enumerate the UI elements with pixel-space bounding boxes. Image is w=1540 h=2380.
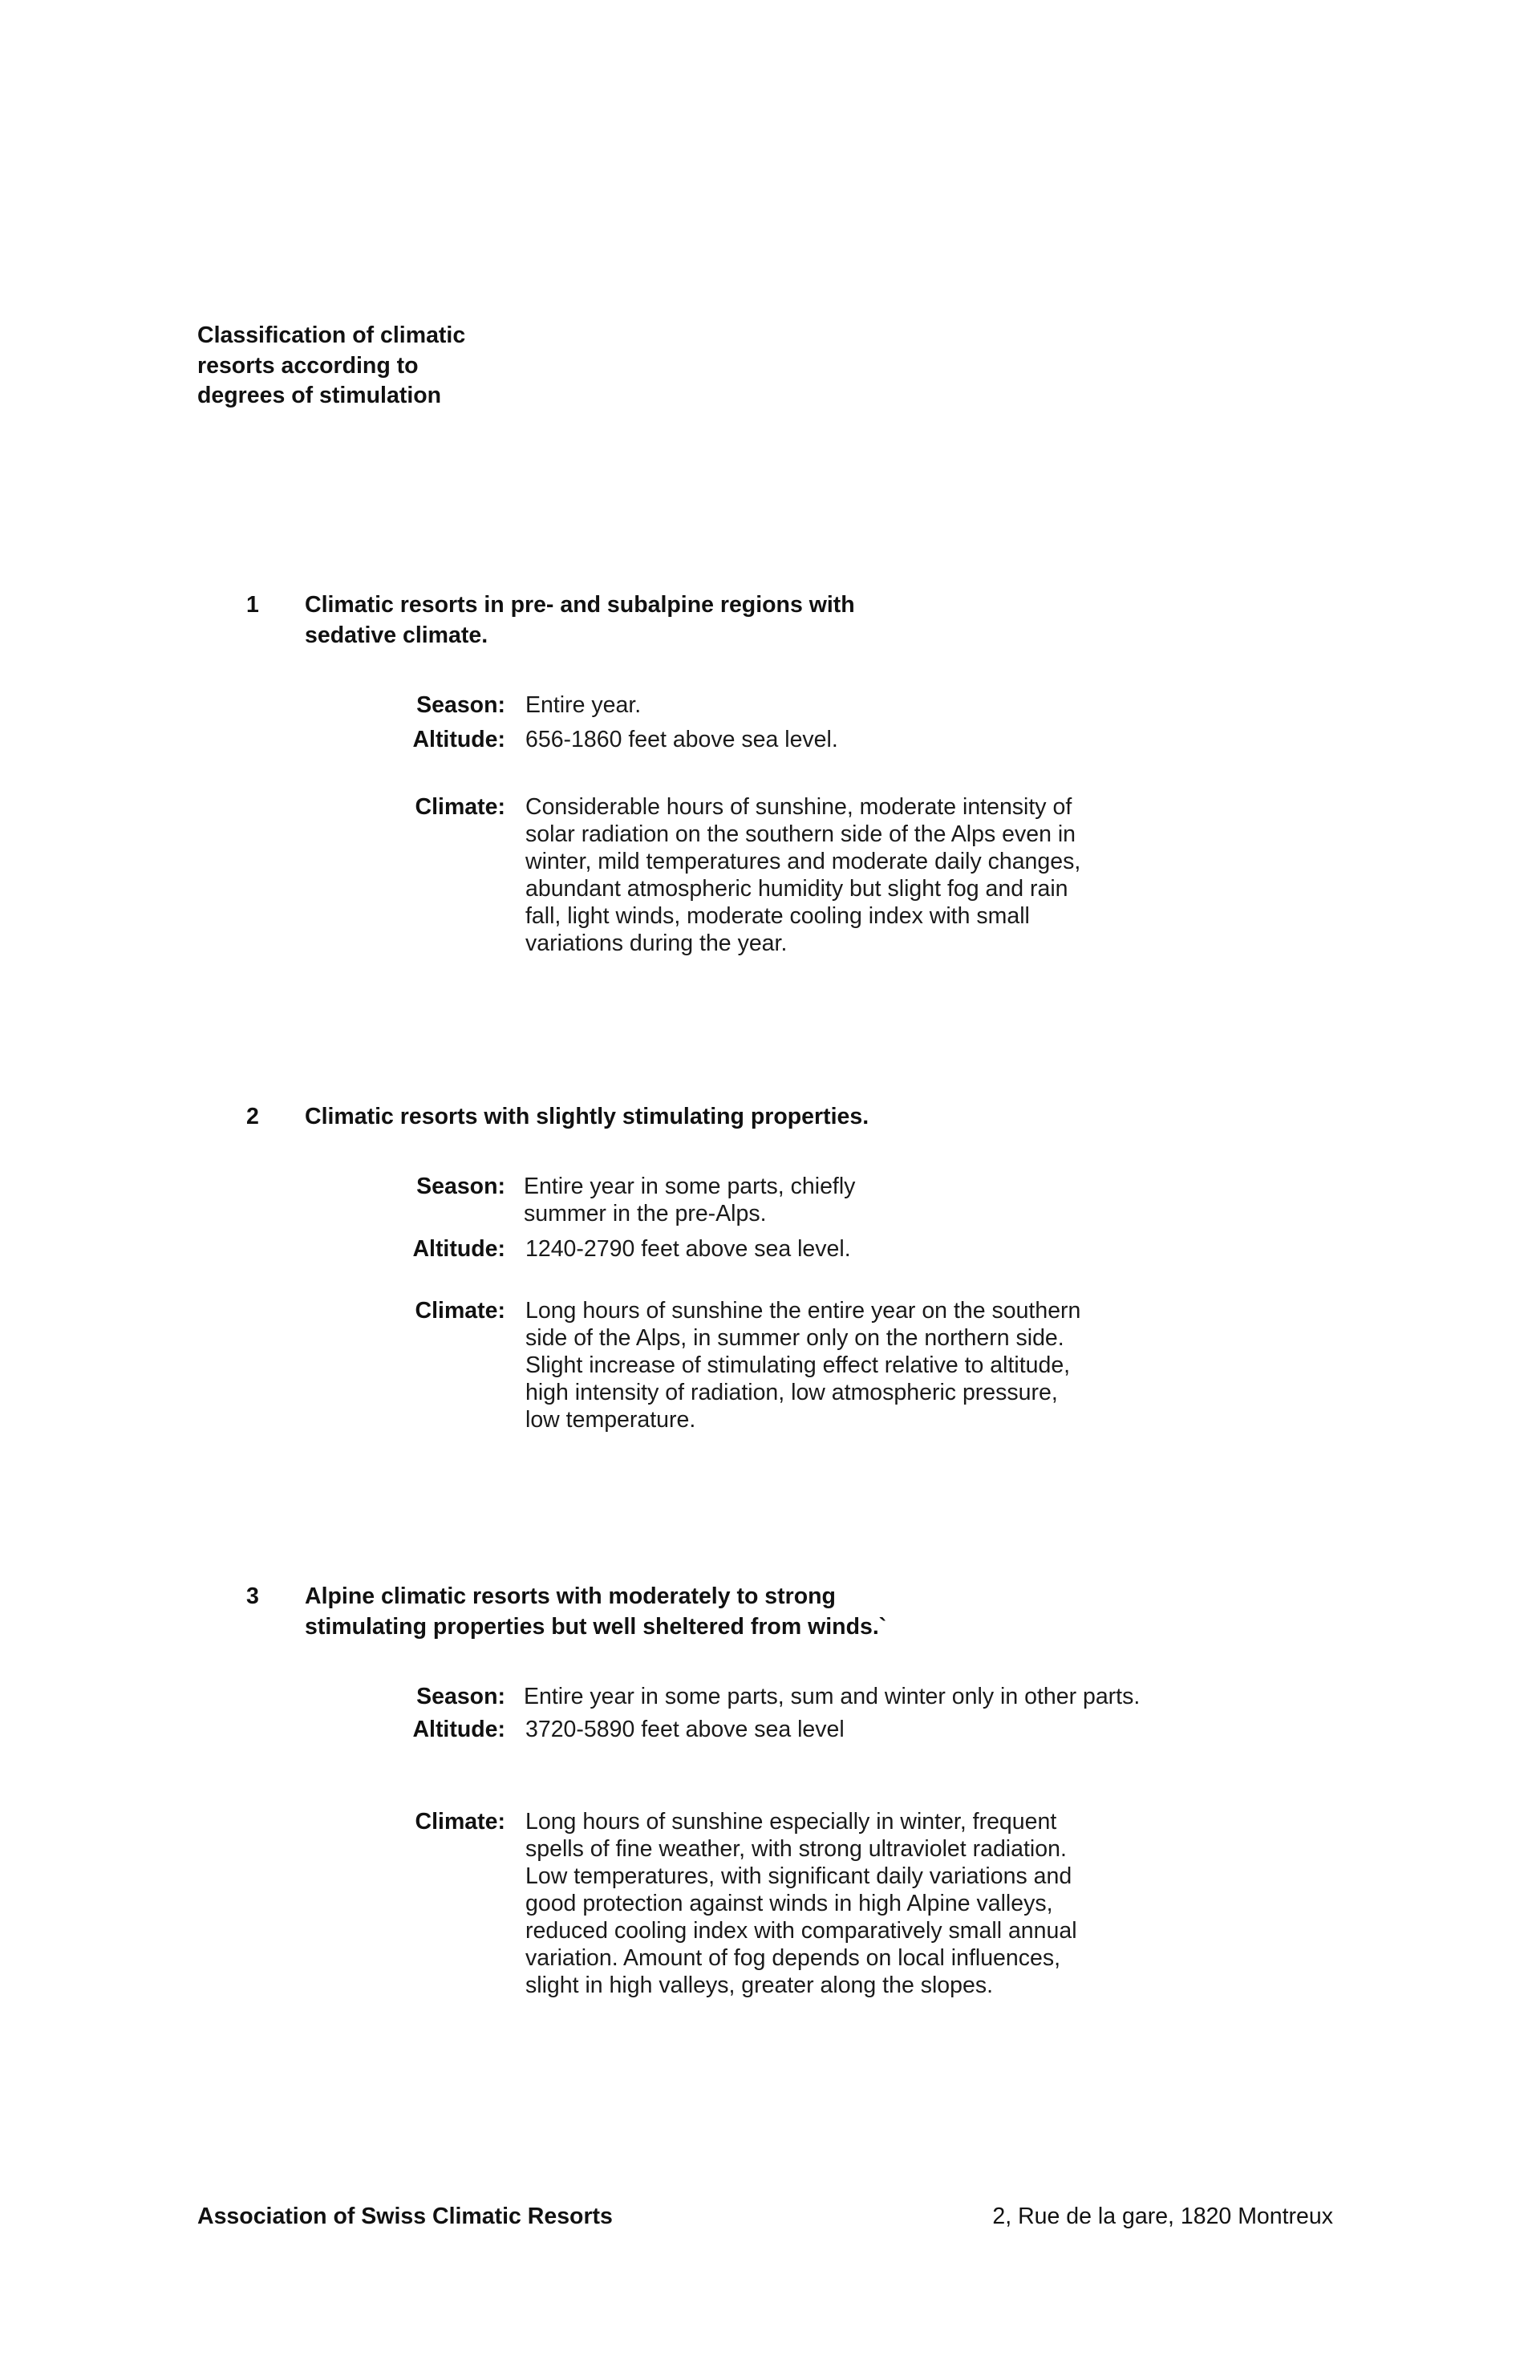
climate-value-line: fall, light winds, moderate cooling index with small [525,903,1030,929]
season-value [525,691,1327,719]
section-title-line: Alpine climatic resorts with moderately to strong [305,1583,836,1609]
altitude-value-line: 656-1860 feet above sea level. [525,727,838,752]
season-value-line: Entire year. [525,692,642,718]
document-title-line: degrees of stimulation [197,383,442,408]
climate-value-line: slight in high valleys, greater along the slopes. [525,1973,994,1998]
document-title-line: resorts according to [197,352,419,379]
altitude-label: Altitude: [412,727,505,752]
climate-label: Climate: [415,1298,505,1324]
section-number: 1 [246,592,259,618]
climate-value-line: variation. Amount of fog depends on local influences, [525,1945,1061,1971]
season-value-line: Entire year in some parts, sum and winter only in other parts. [524,1684,1141,1709]
season-label: Season: [416,692,505,718]
altitude-value-line: 3720-5890 feet above sea level [525,1717,845,1742]
altitude-label: Altitude: [412,1717,505,1742]
climate-value [525,1808,1327,1999]
climate-value-line: Slight increase of stimulating effect relative to altitude, [525,1352,1071,1378]
section-title [305,590,1107,651]
season-label: Season: [416,1174,505,1199]
climate-value-line: variations during the year. [525,931,788,956]
section-title-line: Climatic resorts with slightly stimulating properties. [305,1104,869,1129]
altitude-value-line: 1240-2790 feet above sea level. [525,1236,851,1262]
section-title [305,1101,1107,1132]
section-title-line: stimulating properties but well sheltered from winds.` [305,1614,887,1640]
climate-value-line: Considerable hours of sunshine, moderate intensity of [525,794,1072,820]
season-label: Season: [416,1684,505,1709]
climate-value-line: Long hours of sunshine especially in winter, frequent [525,1809,1057,1835]
climate-value-line: side of the Alps, in summer only on the northern side. [525,1325,1064,1351]
season-value-line: Entire year in some parts, chiefly [524,1174,856,1199]
section-number: 2 [246,1104,259,1129]
climate-label: Climate: [415,794,505,820]
season-value-line: summer in the pre-Alps. [524,1201,767,1226]
climate-value-line: Low temperatures, with significant daily variations and [525,1863,1072,1889]
climate-value-line: high intensity of radiation, low atmospheric pressure, [525,1380,1058,1405]
section-title [305,1581,1107,1642]
footer-organization: Association of Swiss Climatic Resorts [197,2204,613,2229]
climate-value-line: abundant atmospheric humidity but slight fog and rain [525,876,1068,902]
section-number: 3 [246,1583,259,1609]
climate-value-line: spells of fine weather, with strong ultraviolet radiation. [525,1836,1067,1862]
climate-value-line: reduced cooling index with comparatively small annual [525,1918,1077,1944]
footer-address: 2, Rue de la gare, 1820 Montreux [992,2204,1333,2229]
season-value [524,1683,1326,1710]
document-title-line: Classification of climatic [197,322,466,348]
climate-label: Climate: [415,1809,505,1835]
document-title [197,321,534,412]
climate-value [525,793,1327,957]
climate-value-line: low temperature. [525,1407,696,1433]
altitude-value [525,726,1327,753]
season-value [524,1173,1326,1227]
altitude-label: Altitude: [412,1236,505,1262]
climate-value [525,1297,1327,1433]
climate-value-line: solar radiation on the southern side of the Alps even in [525,821,1076,847]
altitude-value [525,1716,1327,1743]
climate-value-line: good protection against winds in high Alpine valleys, [525,1891,1053,1916]
section-title-line: sedative climate. [305,622,488,648]
section-title-line: Climatic resorts in pre- and subalpine regions with [305,592,855,618]
climate-value-line: Long hours of sunshine the entire year on the southern [525,1298,1081,1324]
climate-value-line: winter, mild temperatures and moderate daily changes, [525,849,1081,874]
altitude-value [525,1235,1327,1263]
